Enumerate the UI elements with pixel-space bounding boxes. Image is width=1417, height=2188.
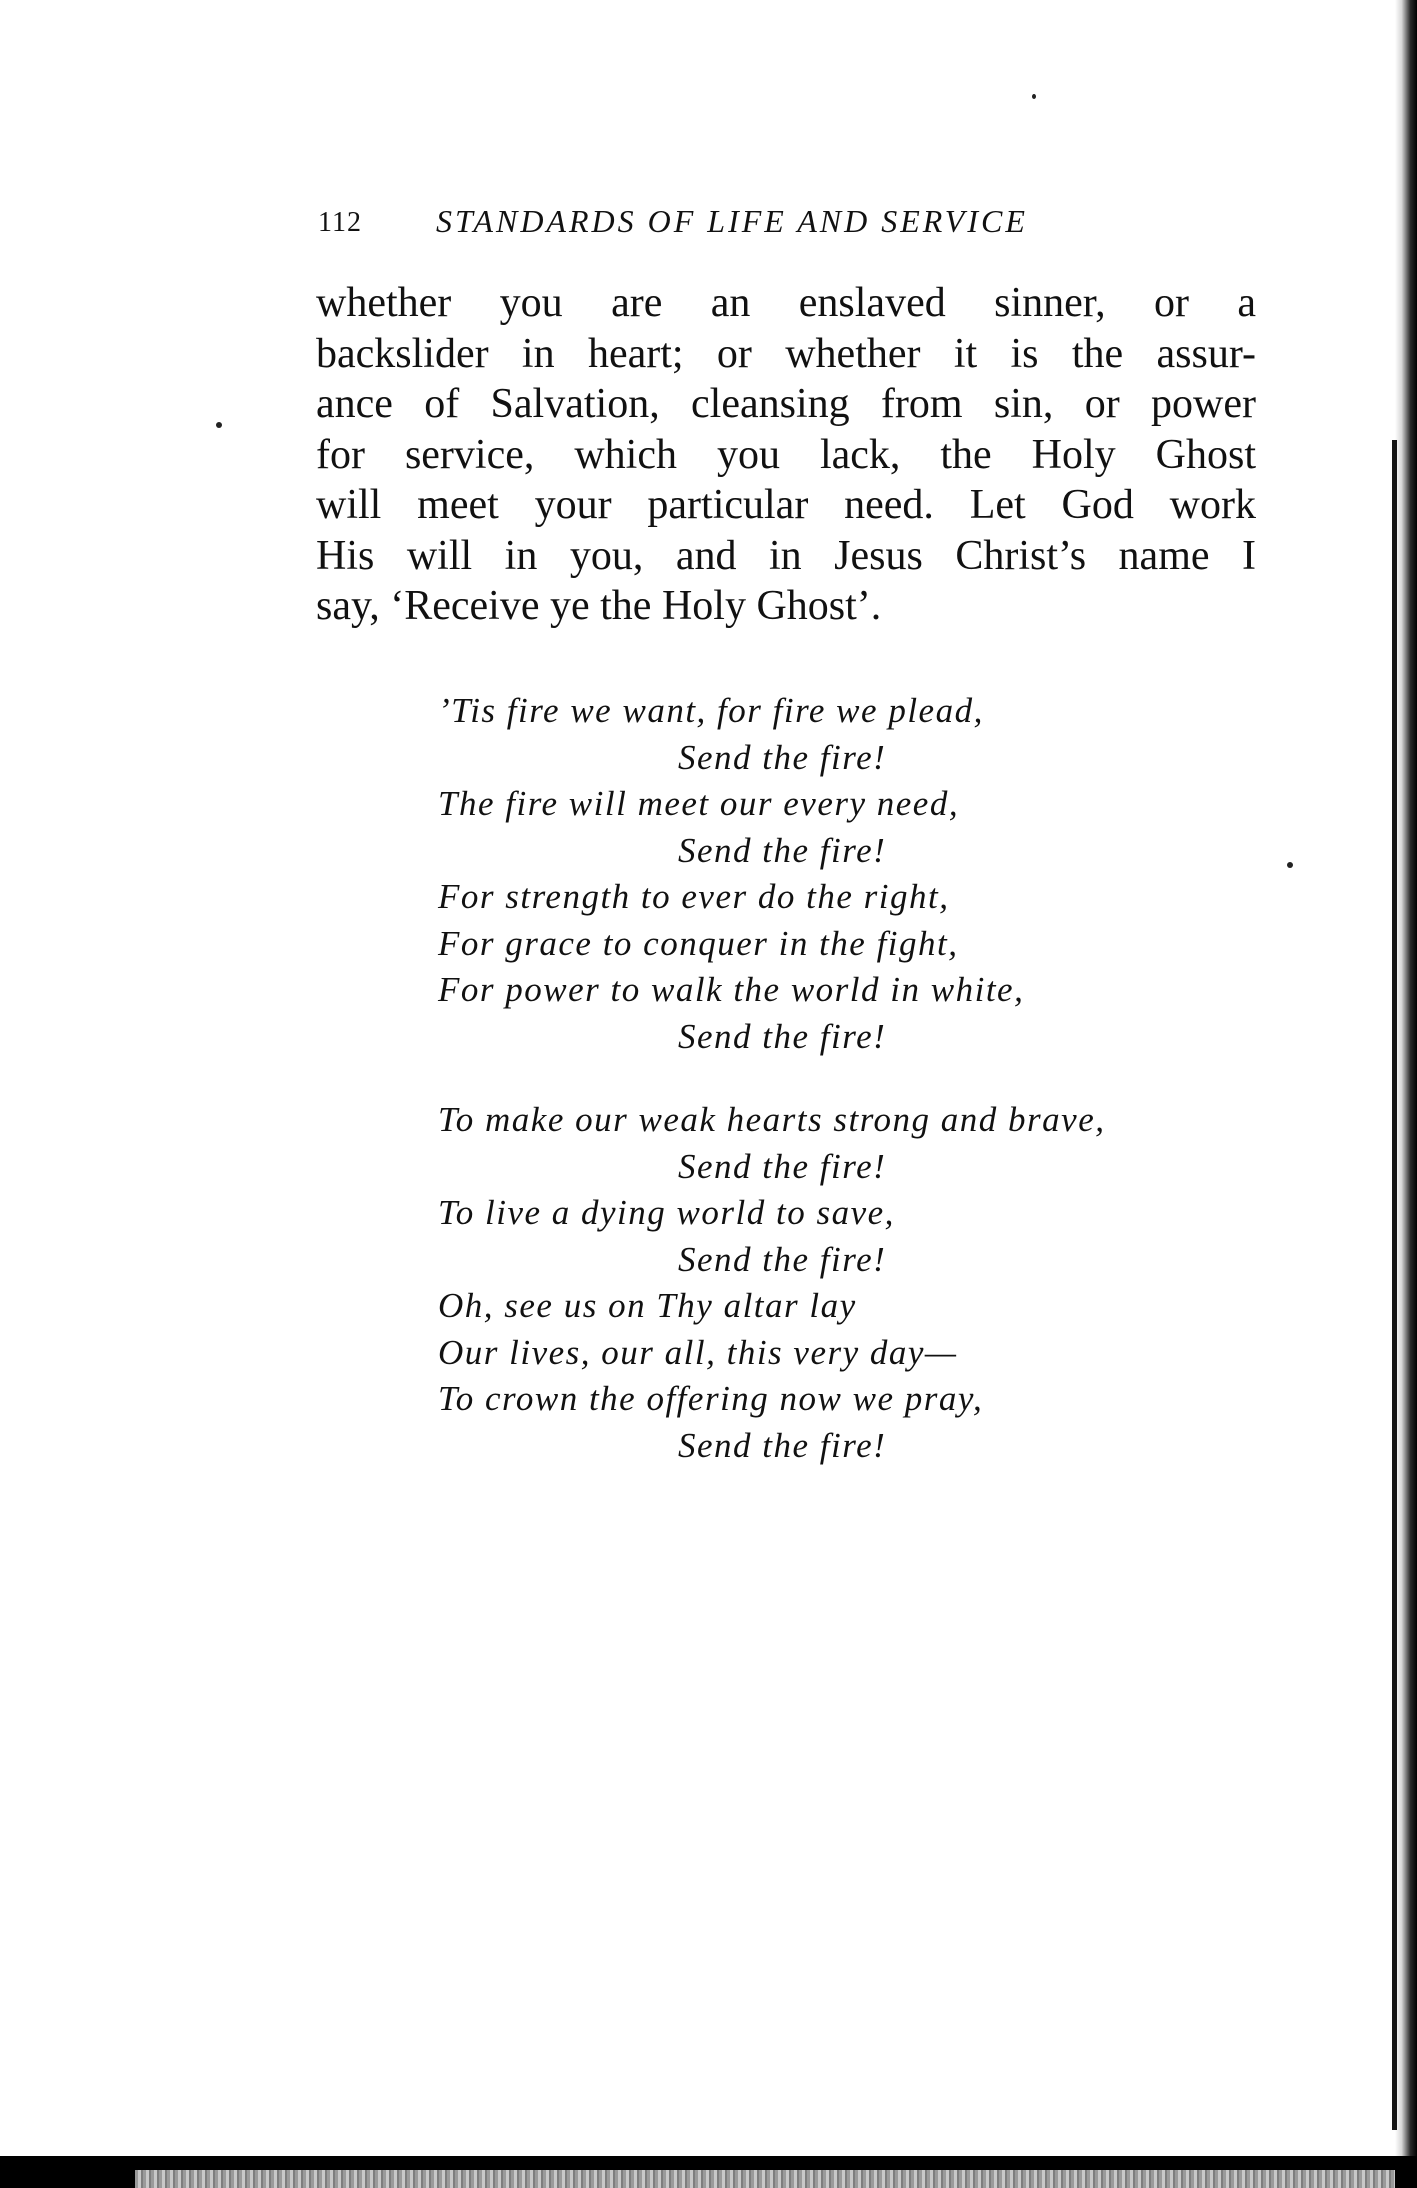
hymn-stanza-1 — [438, 688, 1338, 1060]
running-head-title: STANDARDS OF LIFE AND SERVICE — [436, 203, 1028, 239]
verse-line: For power to walk the world in white, — [438, 970, 1025, 1009]
binding-shadow-line — [1392, 440, 1397, 2130]
verse-line: For grace to conquer in the fight, — [438, 923, 959, 963]
prose-line: whether you are an enslaved sinner, or a — [316, 280, 1256, 326]
verse-refrain: Send the fire! — [678, 737, 887, 777]
ink-speck — [1032, 94, 1036, 99]
binding-edge — [1395, 0, 1417, 2188]
prose-line: say, ‘Receive ye the Holy Ghost’. — [316, 583, 882, 629]
verse-refrain: Send the fire! — [678, 1239, 887, 1279]
verse-line: Oh, see us on Thy altar lay — [438, 1286, 857, 1325]
verse-line: ’Tis fire we want, for fire we plead, — [438, 691, 984, 730]
prose-line: will meet your particular need. Let God work — [316, 482, 1256, 528]
bottom-scan-texture — [135, 2170, 1395, 2188]
verse-line: Our lives, our all, this very day— — [438, 1332, 958, 1372]
prose-line: backslider in heart; or whether it is the assur- — [316, 330, 1256, 377]
verse-line: To crown the offering now we pray, — [438, 1379, 984, 1418]
prose-line: for service, which you lack, the Holy Ghost — [316, 431, 1256, 478]
running-head — [318, 203, 1138, 249]
hymn-stanza-2 — [438, 1097, 1338, 1469]
ink-speck — [216, 422, 222, 428]
prose-line: His will in you, and in Jesus Christ’s name I — [316, 532, 1256, 579]
prose-line: ance of Salvation, cleansing from sin, or power — [316, 381, 1256, 427]
prose-paragraph — [316, 278, 1256, 632]
page-number: 112 — [318, 207, 362, 238]
verse-line: To live a dying world to save, — [438, 1193, 895, 1232]
verse-refrain: Send the fire! — [678, 1146, 887, 1186]
verse-line: To make our weak hearts strong and brave, — [438, 1100, 1106, 1139]
verse-line: For strength to ever do the right, — [438, 877, 950, 916]
verse-refrain: Send the fire! — [678, 830, 887, 870]
verse-refrain: Send the fire! — [678, 1425, 887, 1465]
verse-refrain: Send the fire! — [678, 1016, 887, 1056]
verse-line: The fire will meet our every need, — [438, 784, 960, 823]
